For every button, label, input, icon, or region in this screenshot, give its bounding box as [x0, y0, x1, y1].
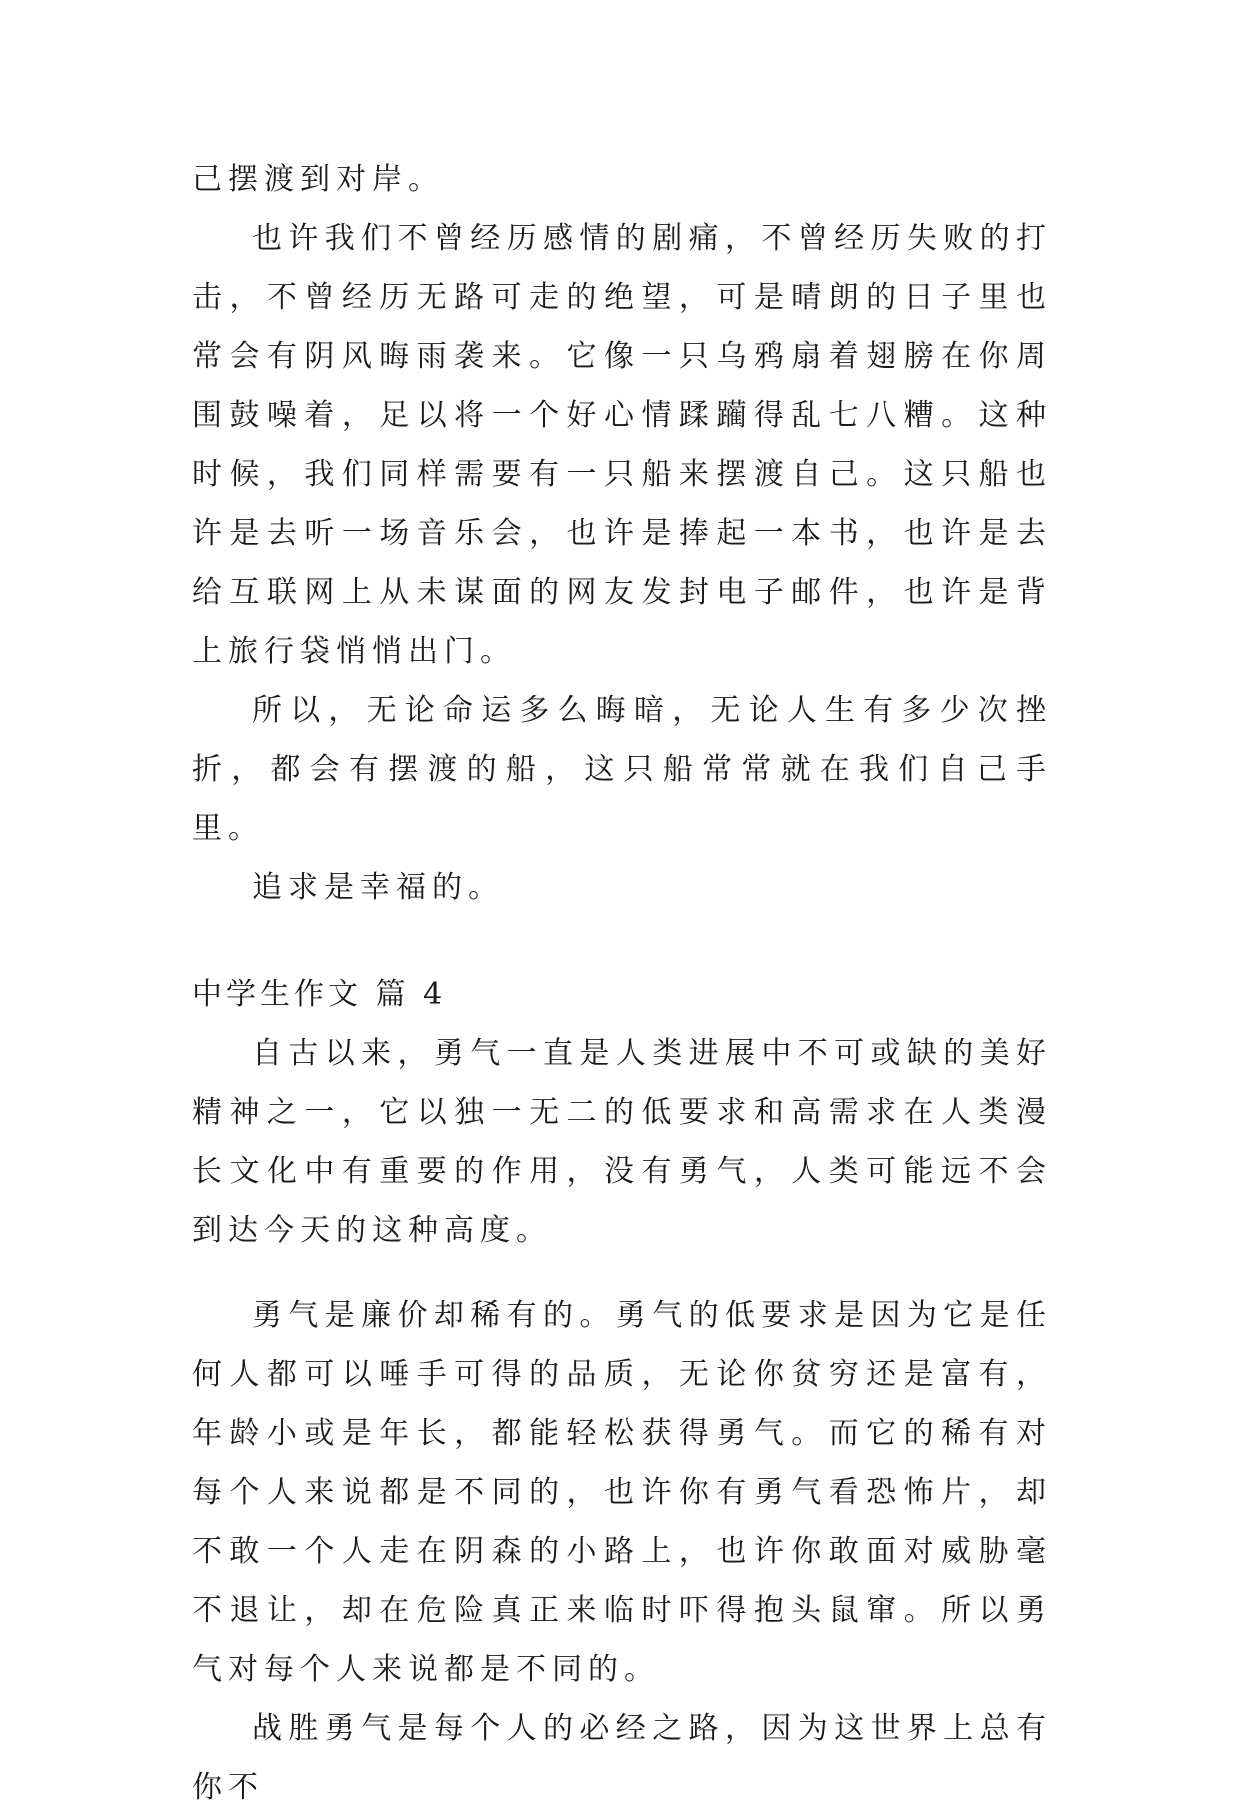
document-page	[192, 150, 1052, 1817]
paragraph-courage-intro: 自古以来，勇气一直是人类进展中不可或缺的美好精神之一，它以独一无二的低要求和高需求在人类漫长文化中有重要的作用，没有勇气，人类可能远不会到达今天的这种高度。	[192, 1036, 1052, 1248]
paragraph-pursuit: 追求是幸福的。	[252, 870, 504, 905]
section-title: 中学生作文 篇 4	[192, 977, 447, 1012]
paragraph-courage-rare: 勇气是廉价却稀有的。勇气的低要求是因为它是任何人都可以唾手可得的品质，无论你贫穷还是富有，年龄小或是年长，都能轻松获得勇气。而它的稀有对每个人来说都是不同的，也许你有勇气看恐怖片，却不敢一个人走在阴森的小路上，也许你敢面对威胁毫不退让，却在危险真正来临时吓得抱头鼠窜。所以勇气对每个人来说都是不同的。	[192, 1298, 1052, 1687]
paragraph-courage-path: 战胜勇气是每个人的必经之路，因为这世界上总有你不	[192, 1711, 1052, 1805]
paragraph-conclusion: 所以，无论命运多么晦暗，无论人生有多少次挫折，都会有摆渡的船，这只船常常就在我们自己手里。	[192, 693, 1052, 846]
paragraph-ferry: 也许我们不曾经历感情的剧痛，不曾经历失败的打击，不曾经历无路可走的绝望，可是晴朗的日子里也常会有阴风晦雨袭来。它像一只乌鸦扇着翅膀在你周围鼓噪着，足以将一个好心情蹂躏得乱七八糟。这种时候，我们同样需要有一只船来摆渡自己。这只船也许是去听一场音乐会，也许是捧起一本书，也许是去给互联网上从未谋面的网友发封电子邮件，也许是背上旅行袋悄悄出门。	[192, 221, 1052, 669]
paragraph-continuation: 己摆渡到对岸。	[192, 162, 444, 197]
